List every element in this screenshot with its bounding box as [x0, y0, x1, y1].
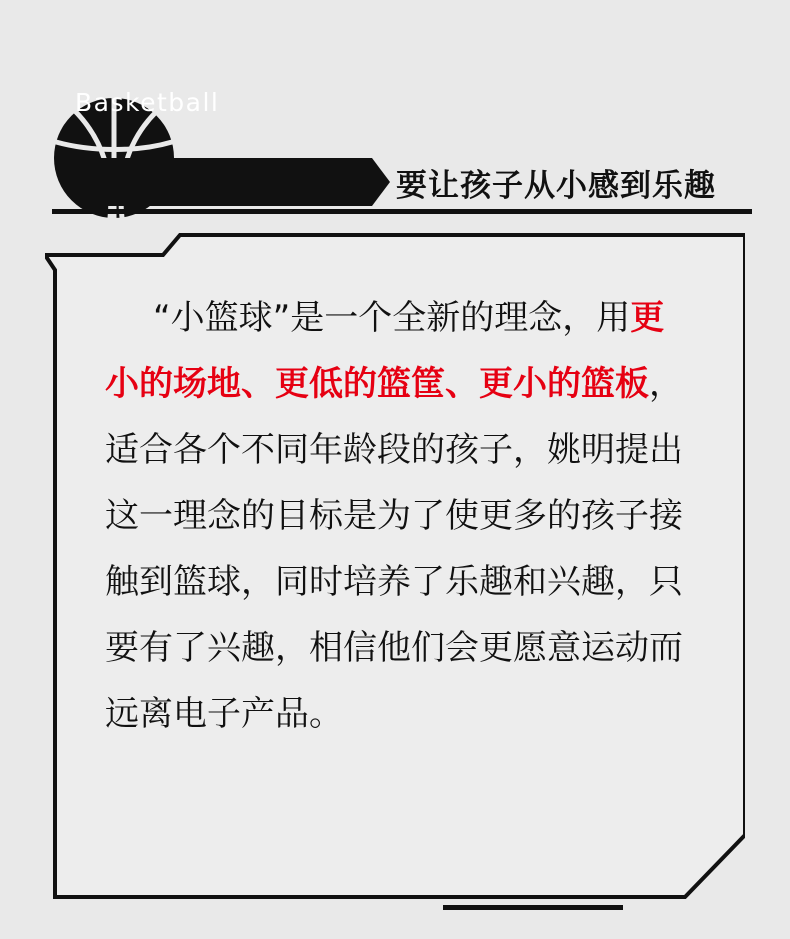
- banner-shape: [100, 158, 390, 206]
- footer-rule: [443, 905, 623, 910]
- paragraph-lead: “小篮球”是一个全新的理念，用: [153, 298, 631, 338]
- page-title: 要让孩子从小感到乐趣: [396, 168, 716, 204]
- banner-label: Basketball: [75, 88, 220, 117]
- header-divider: [52, 209, 752, 214]
- header: [0, 78, 790, 218]
- paragraph-highlight: 更小的场地、更低的篮筐、更小的篮板: [105, 298, 665, 404]
- article-paragraph: [105, 285, 695, 747]
- content-card: [45, 225, 745, 900]
- paragraph-tail: ，适合各个不同年龄段的孩子，姚明提出这一理念的目标是为了使更多的孩子接触到篮球，同时培养了乐趣和兴趣，只要有了兴趣，相信他们会更愿意运动而远离电子产品。: [105, 364, 683, 734]
